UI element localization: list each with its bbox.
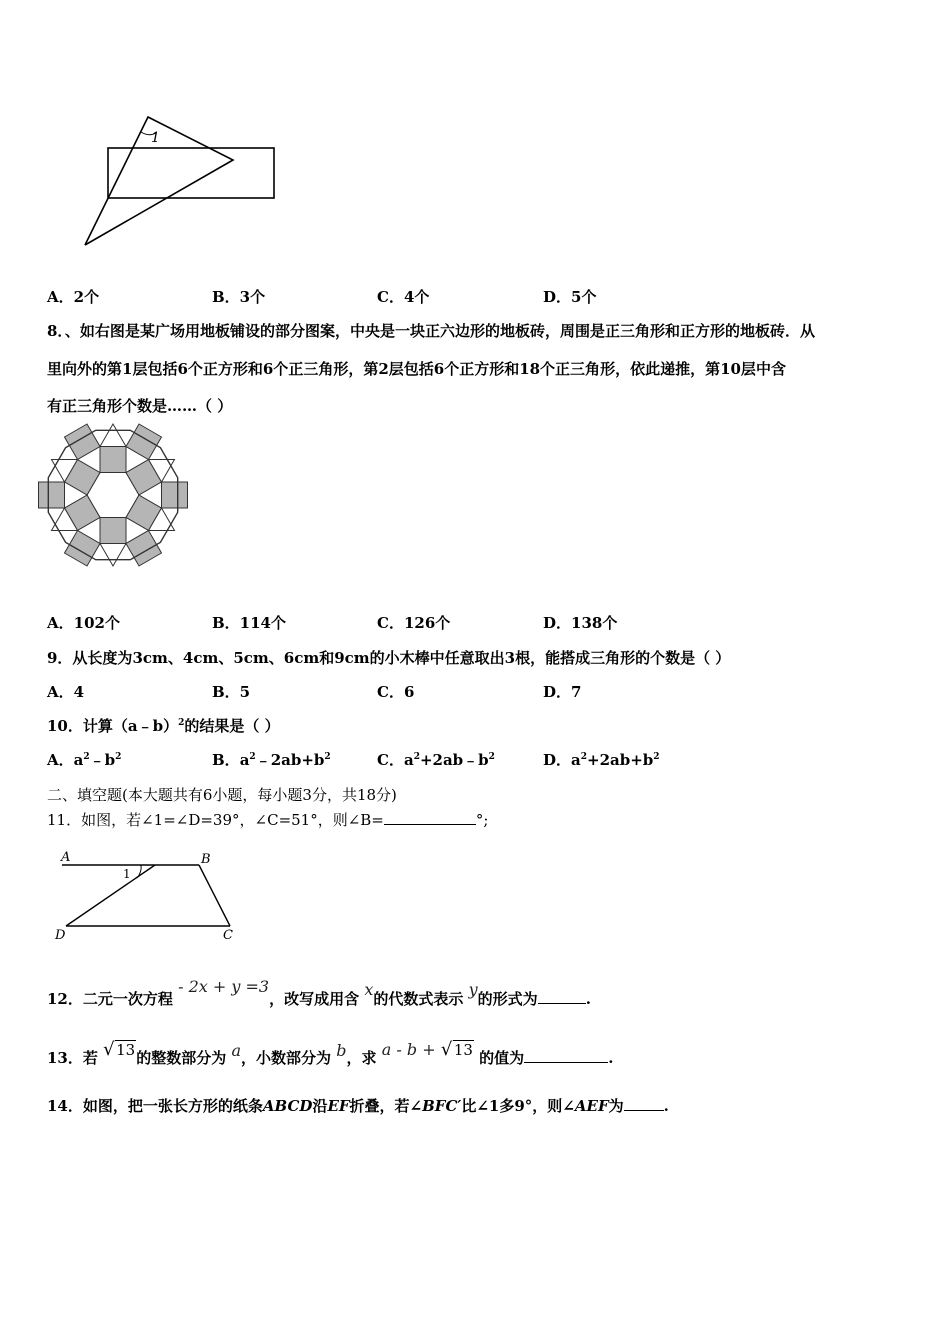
q14-text: 14．如图，把一张长方形的纸条ABCD沿EF折叠，若∠BFC′比∠1多9°，则∠AEF为 . <box>47 1097 669 1115</box>
q8-option-a: A．102个 <box>47 614 120 632</box>
q13-expr: a - b + <box>381 1040 436 1059</box>
q7-option-a: A．2个 <box>47 288 100 306</box>
q9-text: 9．从长度为3cm、4cm、5cm、6cm和9cm的小木棒中任意取出3根，能搭成三角形的个数是（ ） <box>47 649 731 667</box>
q11-label-c: C <box>223 928 233 943</box>
q12-equation: - 2x + y =3 <box>178 977 270 996</box>
q13-sqrt2: √ 13 <box>440 1039 473 1060</box>
q13-sqrt: √ 13 <box>103 1039 136 1060</box>
q10-option-b: B．$a^2﹣2ab+b^2$ <box>212 751 331 769</box>
q11-label-b: B <box>201 852 211 867</box>
q11-text: 11．如图，若∠1=∠D=39°，∠C=51°，则∠B= °; <box>47 811 489 829</box>
q11-label-a: A <box>61 850 71 865</box>
q9-option-a: A．4 <box>47 683 85 701</box>
q9-option-b: B．5 <box>212 683 251 701</box>
q10-option-d: D．$a^2+2ab+b^2$ <box>543 751 660 769</box>
q13-text: 13．若 √ 13的整数部分为 a，小数部分为 b，求 a - b + √ 13 的值为 . <box>47 1039 614 1067</box>
q12-text: 12．二元一次方程 - 2x + y =3，改写成用含 x的代数式表示 y的形式为 . <box>47 977 591 1008</box>
q8-option-b: B．114个 <box>212 614 286 632</box>
q13-var-a: a <box>231 1041 241 1060</box>
q8-option-d: D．138个 <box>543 614 618 632</box>
q11-label-d: D <box>55 928 66 943</box>
q7-option-d: D．5个 <box>543 288 597 306</box>
q8-option-c: C．126个 <box>377 614 451 632</box>
q10-text: 10．计算（a﹣b）$^2$的结果是（ ） <box>47 717 280 735</box>
q9-option-c: C．6 <box>377 683 415 701</box>
section2-heading: 二、填空题(本大题共有6小题，每小题3分，共18分) <box>47 786 397 804</box>
q7-angle-label: 1 <box>151 130 160 146</box>
q9-option-d: D．7 <box>543 683 582 701</box>
q12-var-x: x <box>364 980 374 999</box>
q10-option-a: A．$a^2﹣b^2$ <box>47 751 122 769</box>
q8-text-line2: 里向外的第1层包括6个正方形和6个正三角形，第2层包括6个正方形和18个正三角形，依此递推，第10层中含 <box>47 360 786 378</box>
q10-option-c: C．$a^2+2ab﹣b^2$ <box>377 751 495 769</box>
q8-text-line1: 8．、如右图是某广场用地板铺设的部分图案，中央是一块正六边形的地板砖，周围是正三角形和正方形的地板砖．从 <box>47 322 815 340</box>
q11-label-angle1: 1 <box>123 867 131 881</box>
q8-text-line3: 有正三角形个数是……（ ） <box>47 397 233 415</box>
q13-var-b: b <box>336 1041 347 1060</box>
q12-var-y: y <box>468 980 478 999</box>
q7-option-c: C．4个 <box>377 288 430 306</box>
q7-option-b: B．3个 <box>212 288 266 306</box>
